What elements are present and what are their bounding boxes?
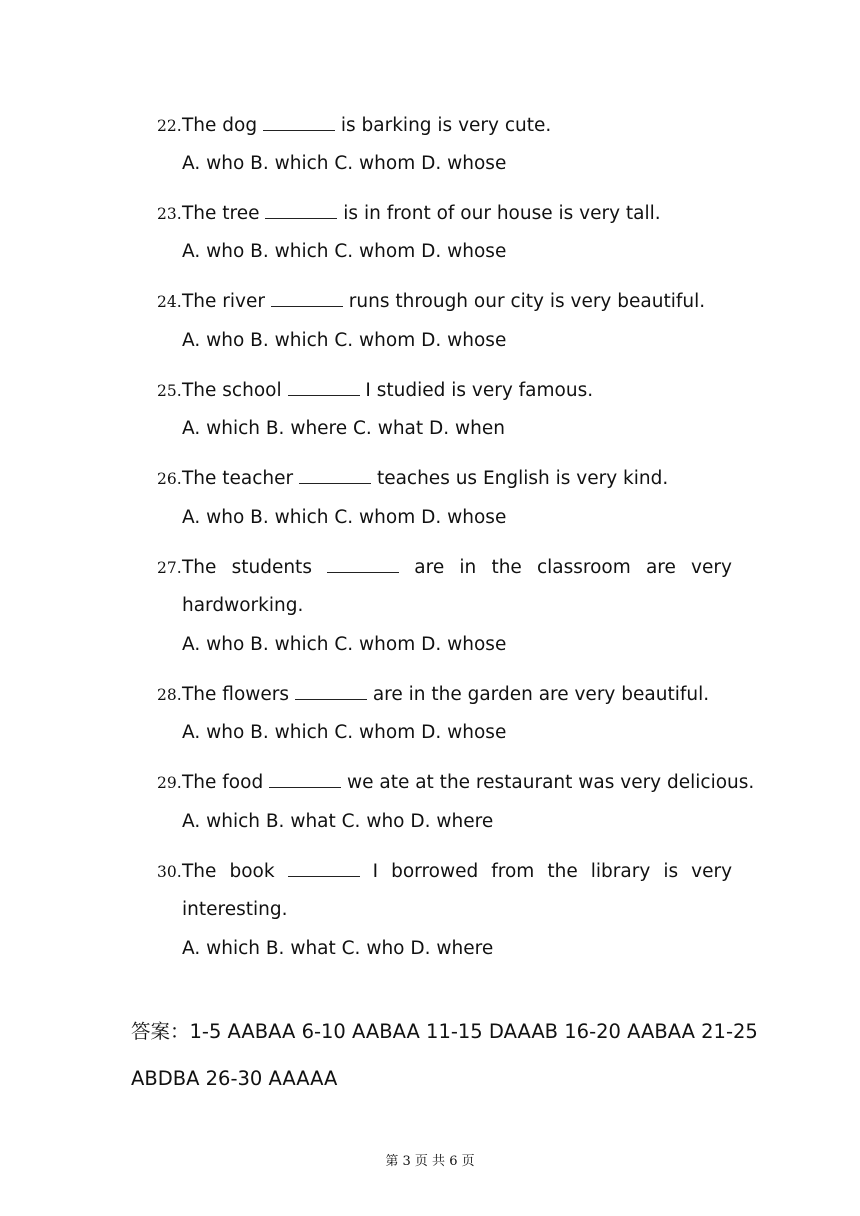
answer-options: A. who B. which C. whom D. whose — [182, 722, 507, 743]
question-text-continued: hardworking. — [182, 595, 304, 616]
answer-options: A. who B. which C. whom D. whose — [182, 330, 507, 351]
answer-options: A. which B. what C. who D. where — [182, 811, 494, 832]
question-number: 28. — [157, 686, 182, 704]
question-number: 23. — [157, 205, 182, 223]
question-text-continued: interesting. — [182, 899, 288, 920]
question-text: The food we ate at the restaurant was very delicious. — [182, 772, 755, 793]
question-text: The dog is barking is very cute. — [182, 115, 552, 136]
question-text: The students are in the classroom are very — [182, 557, 732, 578]
answer-blank — [263, 116, 335, 131]
answer-blank — [288, 381, 360, 396]
answer-blank — [299, 469, 371, 484]
answer-blank — [271, 292, 343, 307]
answer-options: A. who B. which C. whom D. whose — [182, 507, 507, 528]
answer-options: A. who B. which C. whom D. whose — [182, 634, 507, 655]
question-number: 22. — [157, 117, 182, 135]
question-text: The teacher teaches us English is very kind. — [182, 468, 669, 489]
question-number: 27. — [157, 559, 182, 577]
answer-blank — [295, 685, 367, 700]
question-number: 26. — [157, 470, 182, 488]
question-text: The river runs through our city is very beautiful. — [182, 291, 706, 312]
page-footer: 第 3 页 共 6 页 — [385, 1154, 475, 1169]
answer-options: A. who B. which C. whom D. whose — [182, 241, 507, 262]
question-text: The tree is in front of our house is very tall. — [182, 203, 661, 224]
question-text: The flowers are in the garden are very beautiful. — [182, 684, 710, 705]
question-text: The book I borrowed from the library is very — [182, 861, 733, 882]
question-number: 29. — [157, 774, 182, 792]
answer-blank — [288, 862, 360, 877]
answer-key-line-1: 答案：1-5 AABAA 6-10 AABAA 11-15 DAAAB 16-20 AABAA 21-25 — [131, 1020, 758, 1043]
question-number: 25. — [157, 382, 182, 400]
question-text: The school I studied is very famous. — [182, 380, 594, 401]
answer-blank — [327, 558, 399, 573]
question-number: 30. — [157, 863, 182, 881]
answer-blank — [265, 204, 337, 219]
answer-blank — [269, 773, 341, 788]
answer-options: A. which B. where C. what D. when — [182, 418, 505, 439]
answer-options: A. who B. which C. whom D. whose — [182, 153, 507, 174]
answer-key-line-2: ABDBA 26-30 AAAAA — [131, 1067, 338, 1090]
answer-options: A. which B. what C. who D. where — [182, 938, 494, 959]
question-number: 24. — [157, 293, 182, 311]
